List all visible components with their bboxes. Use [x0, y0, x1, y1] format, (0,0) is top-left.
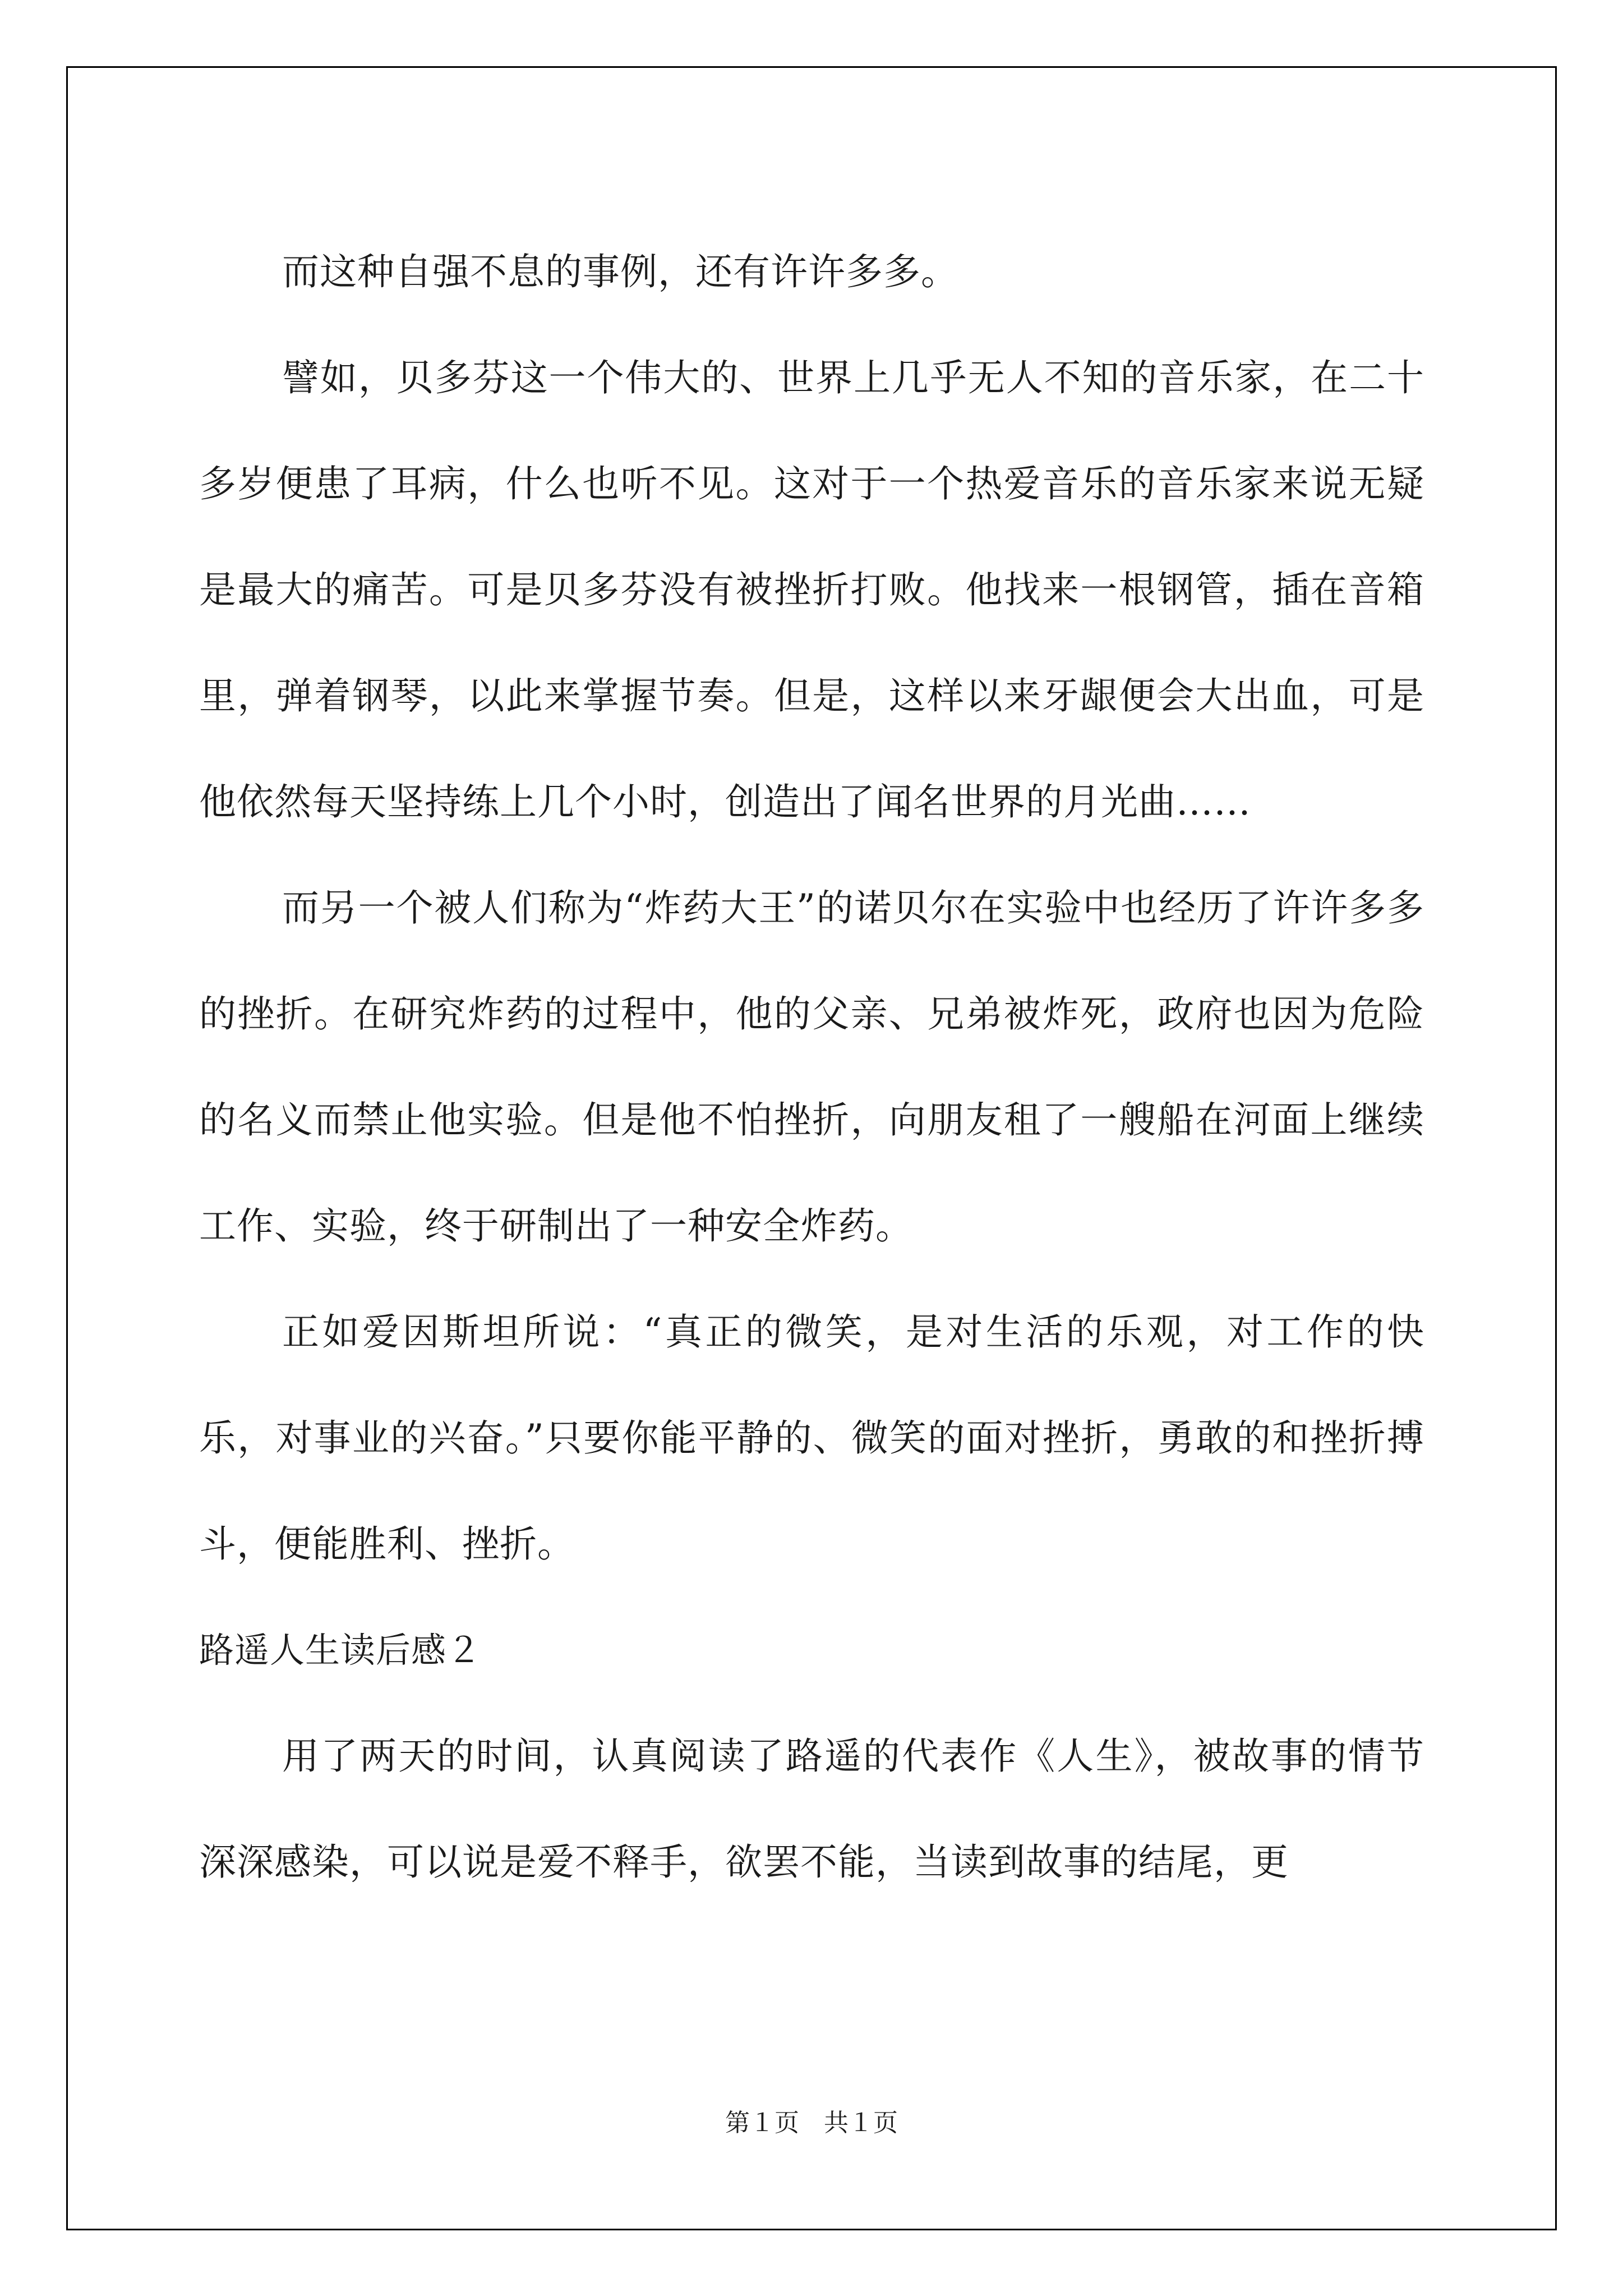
paragraph-1: 而这种自强不息的事例，还有许许多多。 [282, 250, 958, 293]
document-body [199, 219, 1424, 1915]
paragraph-2: 譬如，贝多芬这一个伟大的、世界上几乎无人不知的音乐家，在二十多岁便患了耳病，什么也听不见。这对于一个热爱音乐的音乐家来说无疑是最大的痛苦。可是贝多芬没有被挫折打败。他找来一根钢管，插在音箱里，弹着钢琴，以此来掌握节奏。但是，这样以来牙龈便会大出血，可是他依然每天坚持练上几个小时，创造出了闻名世界的月光曲…… [199, 356, 1424, 823]
section-heading: 路遥人生读后感２ [199, 1630, 482, 1671]
paragraph-4: 正如爱因斯坦所说：“真正的微笑，是对生活的乐观，对工作的快乐，对事业的兴奋。”只要你能平静的、微笑的面对挫折，勇敢的和挫折搏斗，便能胜利、挫折。 [199, 1310, 1424, 1566]
paragraph-5: 用了两天的时间，认真阅读了路遥的代表作《人生》，被故事的情节深深感染，可以说是爱不释手，欲罢不能，当读到故事的结尾，更 [199, 1734, 1424, 1884]
page-number-footer: 第１页 共１页 [725, 2109, 898, 2137]
paragraph-3: 而另一个被人们称为“炸药大王”的诺贝尔在实验中也经历了许许多多的挫折。在研究炸药的过程中，他的父亲、兄弟被炸死，政府也因为危险的名义而禁止他实验。但是他不怕挫折，向朋友租了一艘船在河面上继续工作、实验，终于研制出了一种安全炸药。 [199, 886, 1424, 1248]
